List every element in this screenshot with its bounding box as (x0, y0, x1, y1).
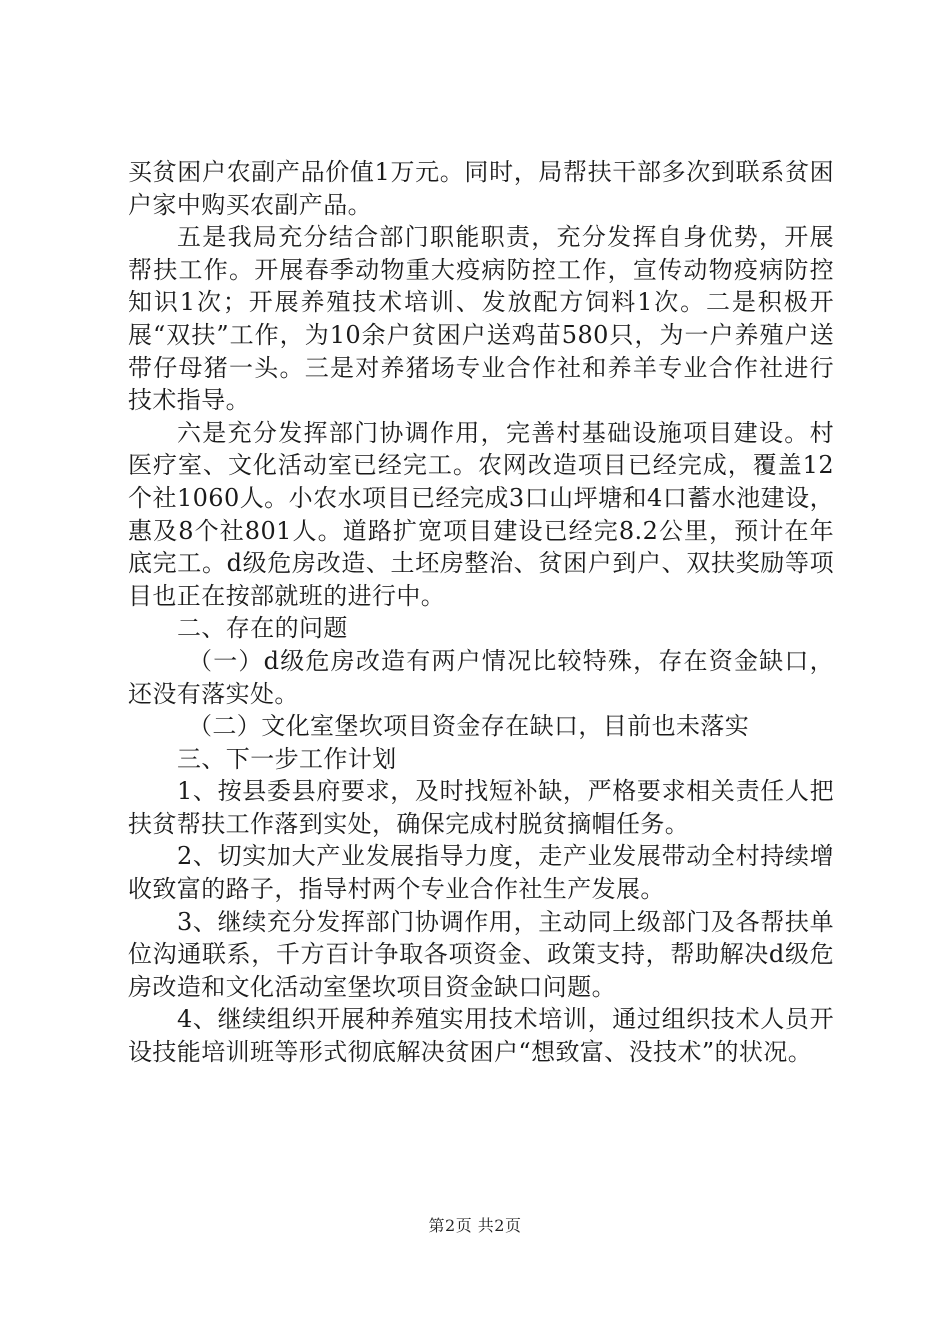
paragraph-problem-two: （二）文化室堡坎项目资金存在缺口，目前也未落实 (188, 712, 750, 741)
paragraph-plan-four: 4、继续组织开展种养殖实用技术培训，通过组织技术人员开设技能培训班等形式彻底解决贫困户“想致富、没技术”的状况。 (128, 1005, 834, 1067)
paragraph-plan-two: 2、切实加大产业发展指导力度，走产业发展带动全村持续增收致富的路子，指导村两个专业合作社生产发展。 (128, 842, 834, 904)
paragraph-point-six: 六是充分发挥部门协调作用，完善村基础设施项目建设。村医疗室、文化活动室已经完工。农网改造项目已经完成，覆盖12个社1060人。小农水项目已经完成3口山坪塘和4口蓄水池建设，惠及8个社801人。道路扩宽项目建设已经完8.2公里，预计在年底完工。d级危房改造、土坯房整治、贫困户到户、双扶奖励等项目也正在按部就班的进行中。 (128, 418, 834, 610)
paragraph-point-five: 五是我局充分结合部门职能职责，充分发挥自身优势，开展帮扶工作。开展春季动物重大疫病防控工作，宣传动物疫病防控知识1次；开展养殖技术培训、发放配方饲料1次。二是积极开展“双扶”工作，为10余户贫困户送鸡苗580只，为一户养殖户送带仔母猪一头。三是对养猪场专业合作社和养羊专业合作社进行技术指导。 (128, 223, 834, 415)
paragraph-continuation: 买贫困户农副产品价值1万元。同时，局帮扶干部多次到联系贫困户家中购买农副产品。 (128, 158, 834, 219)
paragraph-plan-one: 1、按县委县府要求，及时找短补缺，严格要求相关责任人把扶贫帮扶工作落到实处，确保完成村脱贫摘帽任务。 (128, 777, 834, 838)
page-number-footer: 第2页 共2页 (428, 1216, 522, 1235)
section-heading-problems: 二、存在的问题 (177, 614, 348, 643)
document-body (128, 156, 834, 1069)
paragraph-problem-one: （一）d级危房改造有两户情况比较特殊，存在资金缺口，还没有落实处。 (128, 646, 834, 708)
section-heading-next-plan: 三、下一步工作计划 (177, 744, 397, 773)
paragraph-plan-three: 3、继续充分发挥部门协调作用，主动同上级部门及各帮扶单位沟通联系，千方百计争取各项资金、政策支持，帮助解决d级危房改造和文化活动室堡坎项目资金缺口问题。 (128, 907, 834, 1001)
